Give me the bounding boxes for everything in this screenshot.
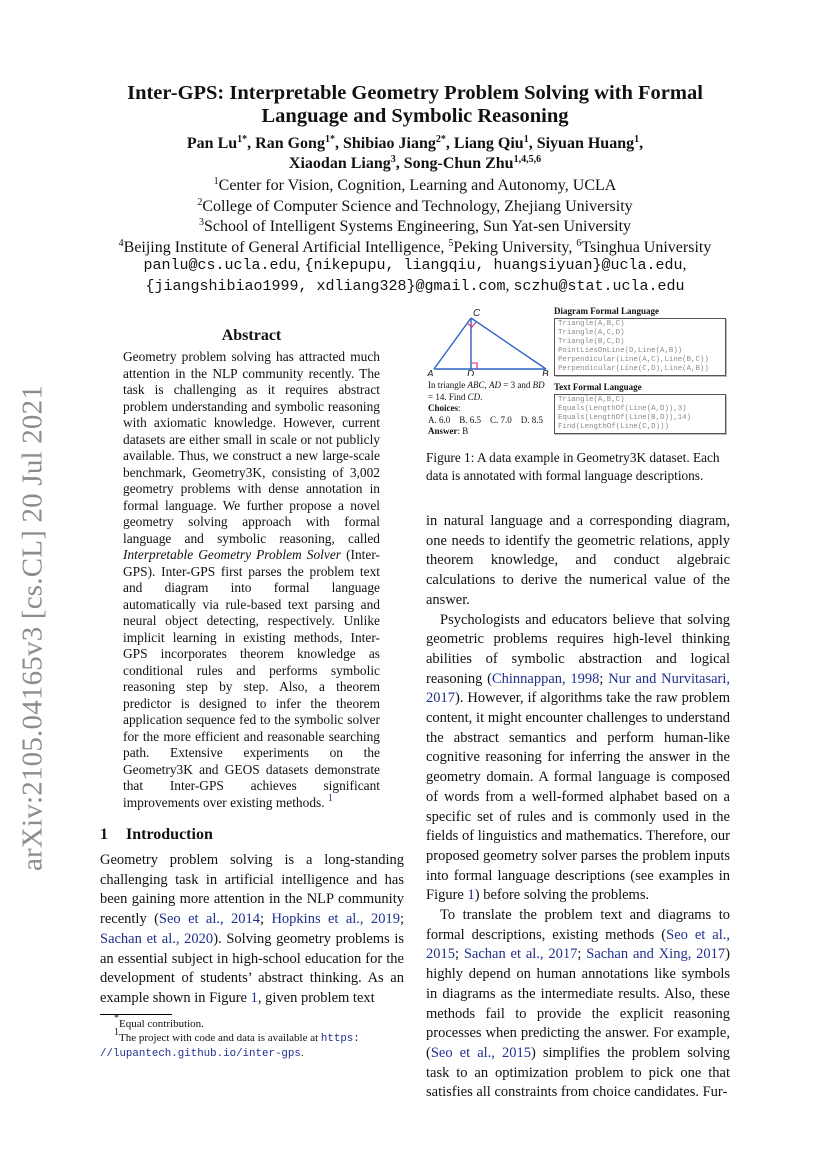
emails: panlu@cs.ucla.edu, {nikepupu, liangqiu, huangsiyuan}@ucla.edu, {jiangshibiao1999, xdliang328}@gmail.com, sczhu@stat.ucla.edu [143,256,687,295]
title-line-2: Language and Symbolic Reasoning [261,105,569,127]
affil-text: Peking University, [453,238,577,256]
affiliation [95,176,735,197]
choices-label: Choices [428,403,458,413]
footnote-mark: 1 [114,1027,119,1038]
affil-sup: 6 [576,237,582,249]
choices: A. 6.0 B. 6.5 C. 7.0 D. 8.5 [428,414,544,425]
citation-link[interactable]: Sachan et al., 2017 [463,946,578,963]
affiliation [95,197,735,218]
affil-sup: 2 [197,196,203,208]
author-list: Pan $Lu^{1*}$, Ran Gong$^{1*}$, Shibiao Jiang$^{2*}$, Liang Qiu$^1$, Siyuan Huang$^1$, Xiaodan Liang$^3$, Song-Chun Zhu$^{1,4,5,6}$ [186,134,644,172]
author-sup: 1 [523,134,529,145]
text: = 3 and [501,380,533,390]
citation-link[interactable]: Chinnappan, 1998 [491,670,600,687]
arxiv-stamp-text: arXiv:2105.04165v3 [cs.CL] 20 Jul 2021 [16,384,49,872]
footnote-text: The project with code and data is available at [119,1032,321,1044]
fl-line: PointLiesOnLine(D,Line(A,B)) [558,347,683,355]
project-url-link[interactable]: //lupantech.github.io/inter-gps [100,1048,301,1060]
text: ) highly depend on human annotations like symbols in diagrams as the intermediate results. Also, these methods fail to provide the explicit reasoning processes when predicting the answer. For example, ( [426,946,730,1061]
email[interactable]: panlu@cs.ucla.edu [143,257,297,274]
citation-link[interactable]: Seo et al., 2015 [426,926,730,963]
text: Psychologists and educators believe that solving geometric problems requires high-level thinking abilities of symbolic abstraction and logical reasoning ( [426,611,730,687]
diagram-fl-box [554,318,726,376]
text: , given problem text [257,989,375,1006]
text-formal-language [554,382,726,434]
fl-line: Triangle(B,C,D) [558,338,625,346]
citation-link[interactable]: Hopkins et al., 2019 [271,911,400,928]
text: To translate the problem text and diagrams to formal descriptions, existing methods ( [426,907,730,943]
abstract-heading: Abstract [221,327,282,344]
citation-link[interactable]: Sachan et al., 2020 [100,930,214,947]
section-heading-introduction [100,826,404,844]
fl-line: Perpendicular(Line(A,C),Line(B,C)) [558,356,709,364]
citation-link[interactable]: Seo et al., 2014 [158,911,261,928]
author: Liang Qiu [453,135,524,152]
paper-title [100,82,730,128]
author: Siyuan Huang [536,135,635,152]
label-B: B [542,369,549,376]
footnote-text: Equal contribution. [119,1018,204,1030]
section-number: 1 [100,826,108,843]
footnote-link[interactable]: 1 [327,792,333,804]
affiliation [95,217,735,238]
author-sup: 1,4,5,6 [513,154,542,165]
fl-line: Find(LengthOf(Line(C,D))) [558,423,669,431]
citation-link[interactable]: Sachan and Xing, 2017 [586,946,726,963]
affil-sup: 4 [118,237,124,249]
author: Pan Lu [186,135,238,152]
fl-line: Perpendicular(Line(C,D),Line(A,B)) [558,365,709,373]
text: Geometry problem solving is a long-standing challenging task in artificial intelligence and has been gaining more attention in the NLP community recently ( [100,852,404,928]
text: ) before solving the problems. [474,887,650,904]
footnote-rule [100,1014,172,1015]
math: ABC [467,380,485,390]
figure-link[interactable]: 1 [467,887,475,904]
author: Song-Chun Zhu [403,155,514,172]
math: CD [467,391,481,402]
email[interactable]: {nikepupu, liangqiu, huangsiyuan}@ucla.edu [304,257,683,274]
intro-paragraph-1-cont: in natural language and a corresponding diagram, one needs to identify the geometric relations, apply theorem knowledge, and conduct algebraic calculations to derive the numerical value of the answer. [426,513,730,608]
affil-text: College of Computer Science and Technology, Zhejiang University [202,197,633,215]
abstract-body [123,349,380,811]
fl-line: Triangle(A,C,D) [558,329,625,337]
diagram-formal-language [554,306,726,376]
triangle-diagram [426,304,552,376]
intro-paragraph-1: Geometry problem solving is a long-standing challenging task in artificial intelligence and has been gaining more attention in the NLP community recently (Seo et al., 2014; Hopkins et al., 2019; Sachan et al., 2020). Solving geometry problems is an essential subject in high-school education for the development of students’ abstract thinking. As an example shown in Figure 1, given problem text [100,852,404,1006]
intro-paragraph-2: Psychologists and educators believe that solving geometric problems requires high-level thinking abilities of symbolic abstraction and logical reasoning (Chinnappan, 1998; Nur and Nurvitasari, 2017). However, if algorithms take the raw problem content, it might encounter challenges to understand the abstract semantics and perform human-like cognitive reasoning for inferring the answer in the geometry domain. A formal language is composed of words from a well-formed alphabet based on a specific set of rules and is commonly used in the fields of linguistics and mathematics. Therefore, our proposed geometry solver parses the problem inputs into formal language descriptions (see examples in Figure 1) before solving the problems. [426,611,731,904]
title-line-1: Inter-GPS: Interpretable Geometry Problem Solving with Formal [127,82,703,104]
affiliations [95,176,735,258]
text: ). However, if algorithms take the raw problem content, it might encounter challenges to understand the abstract semantics and perform human-like cognitive reasoning for inferring the answer in the geometry domain. A formal language is composed of words from a well-formed alphabet based on a specific set of rules and is commonly used in the fields of linguistics and mathematics. Therefore, our proposed geometry solver parses the problem inputs into formal language descriptions (see examples in Figure [426,690,730,904]
text: In triangle [428,380,468,390]
text: ). Solving geometry problems is an essential subject in high-school education for the development of students’ abstract thinking. As an example shown in Figure [100,930,404,1006]
author-sup: 1* [237,134,248,145]
author: Xiaodan Liang [288,155,391,172]
footnotes [100,1013,404,1061]
arxiv-stamp [8,348,58,908]
diagram-fl-heading: Diagram Formal Language [554,306,659,316]
abstract-italic: Interpretable Geometry Problem Solver [123,547,341,562]
author: Shibiao Jiang [342,135,436,152]
text-fl-box [554,394,726,434]
math: BD [532,380,545,390]
abstract-text: Geometry problem solving has attracted much attention in the NLP community recently. The task is challenging as it requires abstract problem understanding and symbolic reasoning with axiomatic knowledge. However, current datasets are either small in scale or not publicly available. Thus, we construct a new large-scale benchmark, Geometry3K, consisting of 3,002 geometry problems with dense annotation in formal language. We further propose a novel geometry solving approach with formal language and symbolic reasoning, called [123,349,380,546]
text: . [480,391,483,402]
intro-right-column [426,512,730,1103]
section-title: Introduction [126,826,213,843]
affil-text: School of Intelligent Systems Engineering, Sun Yat-sen University [203,218,632,235]
fl-line: Equals(LengthOf(Line(A,D)),3) [558,405,687,413]
affil-text: Beijing Institute of General Artificial Intelligence, [123,238,449,256]
label-D: D [467,369,475,376]
footnote-mark: * [114,1013,119,1024]
text: = 14. Find [428,391,468,402]
answer-value: B [462,426,469,436]
abstract-text: (Inter-GPS). Inter-GPS first parses the problem text and diagram into formal language automatically via rule-based text parsing and neural object detecting, respectively. Unlike implicit learning in existing methods, Inter-GPS incorporates theorem knowledge as conditional rules and performs symbolic reasoning step by step. Also, a theorem predictor is designed to infer the theorem application sequence fed to the symbolic solver for the more efficient and reasonable searching path. Extensive experiments on the Geometry3K and GEOS datasets demonstrate that Inter-GPS achieves significant improvements over existing methods. [123,547,380,810]
intro-paragraph-3: To translate the problem text and diagrams to formal descriptions, existing methods (Seo et al., 2015; Sachan et al., 2017; Sachan and Xing, 2017) highly depend on human annotations like symbols in diagrams as the intermediate results. Also, these methods fail to provide the explicit reasoning processes when predicting the answer. For example, (Seo et al., 2015) simplifies the problem solving task to an optimization problem to pick one that satisfies all constraints from choice candidates. Fur- [426,907,730,1101]
fl-line: Triangle(A,B,C) [558,320,625,328]
project-url-link[interactable]: https: [320,1033,360,1045]
email[interactable]: sczhu@stat.ucla.edu [513,278,685,295]
figure-1 [426,304,731,438]
label-A: A [427,369,434,376]
footnote-text: . [300,1047,304,1059]
fl-line: Equals(LengthOf(Line(B,D)),14) [558,414,692,422]
affil-sup: 1 [213,176,219,187]
text: ) simplifies the problem solving task to an optimization problem to pick one that satisfies all constraints from choice candidates. Fur- [426,1044,730,1101]
fl-line: Triangle(A,B,C) [558,396,625,404]
text-fl-heading: Text Formal Language [554,382,642,392]
affil-sup: 3 [198,217,204,228]
citation-link[interactable]: Nur and Nurvitasari, 2017 [426,670,731,707]
email[interactable]: {jiangshibiao1999, xdliang328}@gmail.com [145,278,506,295]
author-sup: 2* [435,134,446,145]
author: Ran Gong [255,135,325,152]
affil-sup: 5 [448,237,454,249]
figure-1-caption: Figure 1: A data example in Geometry3K dataset. Each data is annotated with formal language descriptions. [426,450,720,483]
text: , [484,380,489,390]
author-sup: 3 [390,154,396,165]
affil-text: Center for Vision, Cognition, Learning and Autonomy, UCLA [218,177,617,194]
author-sup: 1 [634,134,640,145]
label-C: C [473,308,481,319]
math: AD [489,380,501,390]
author-sup: 1* [324,134,335,145]
answer-label: Answer [428,426,458,436]
problem-text: In triangle ABC, AD = 3 and BD = 14. Find CD. Choices: A. 6.0 B. 6.5 C. 7.0 D. 8.5 Answer: B [428,380,550,438]
affil-text: Tsinghua University [581,238,712,256]
figure-link[interactable]: 1 [250,989,258,1006]
citation-link[interactable]: Seo et al., 2015 [430,1044,531,1061]
